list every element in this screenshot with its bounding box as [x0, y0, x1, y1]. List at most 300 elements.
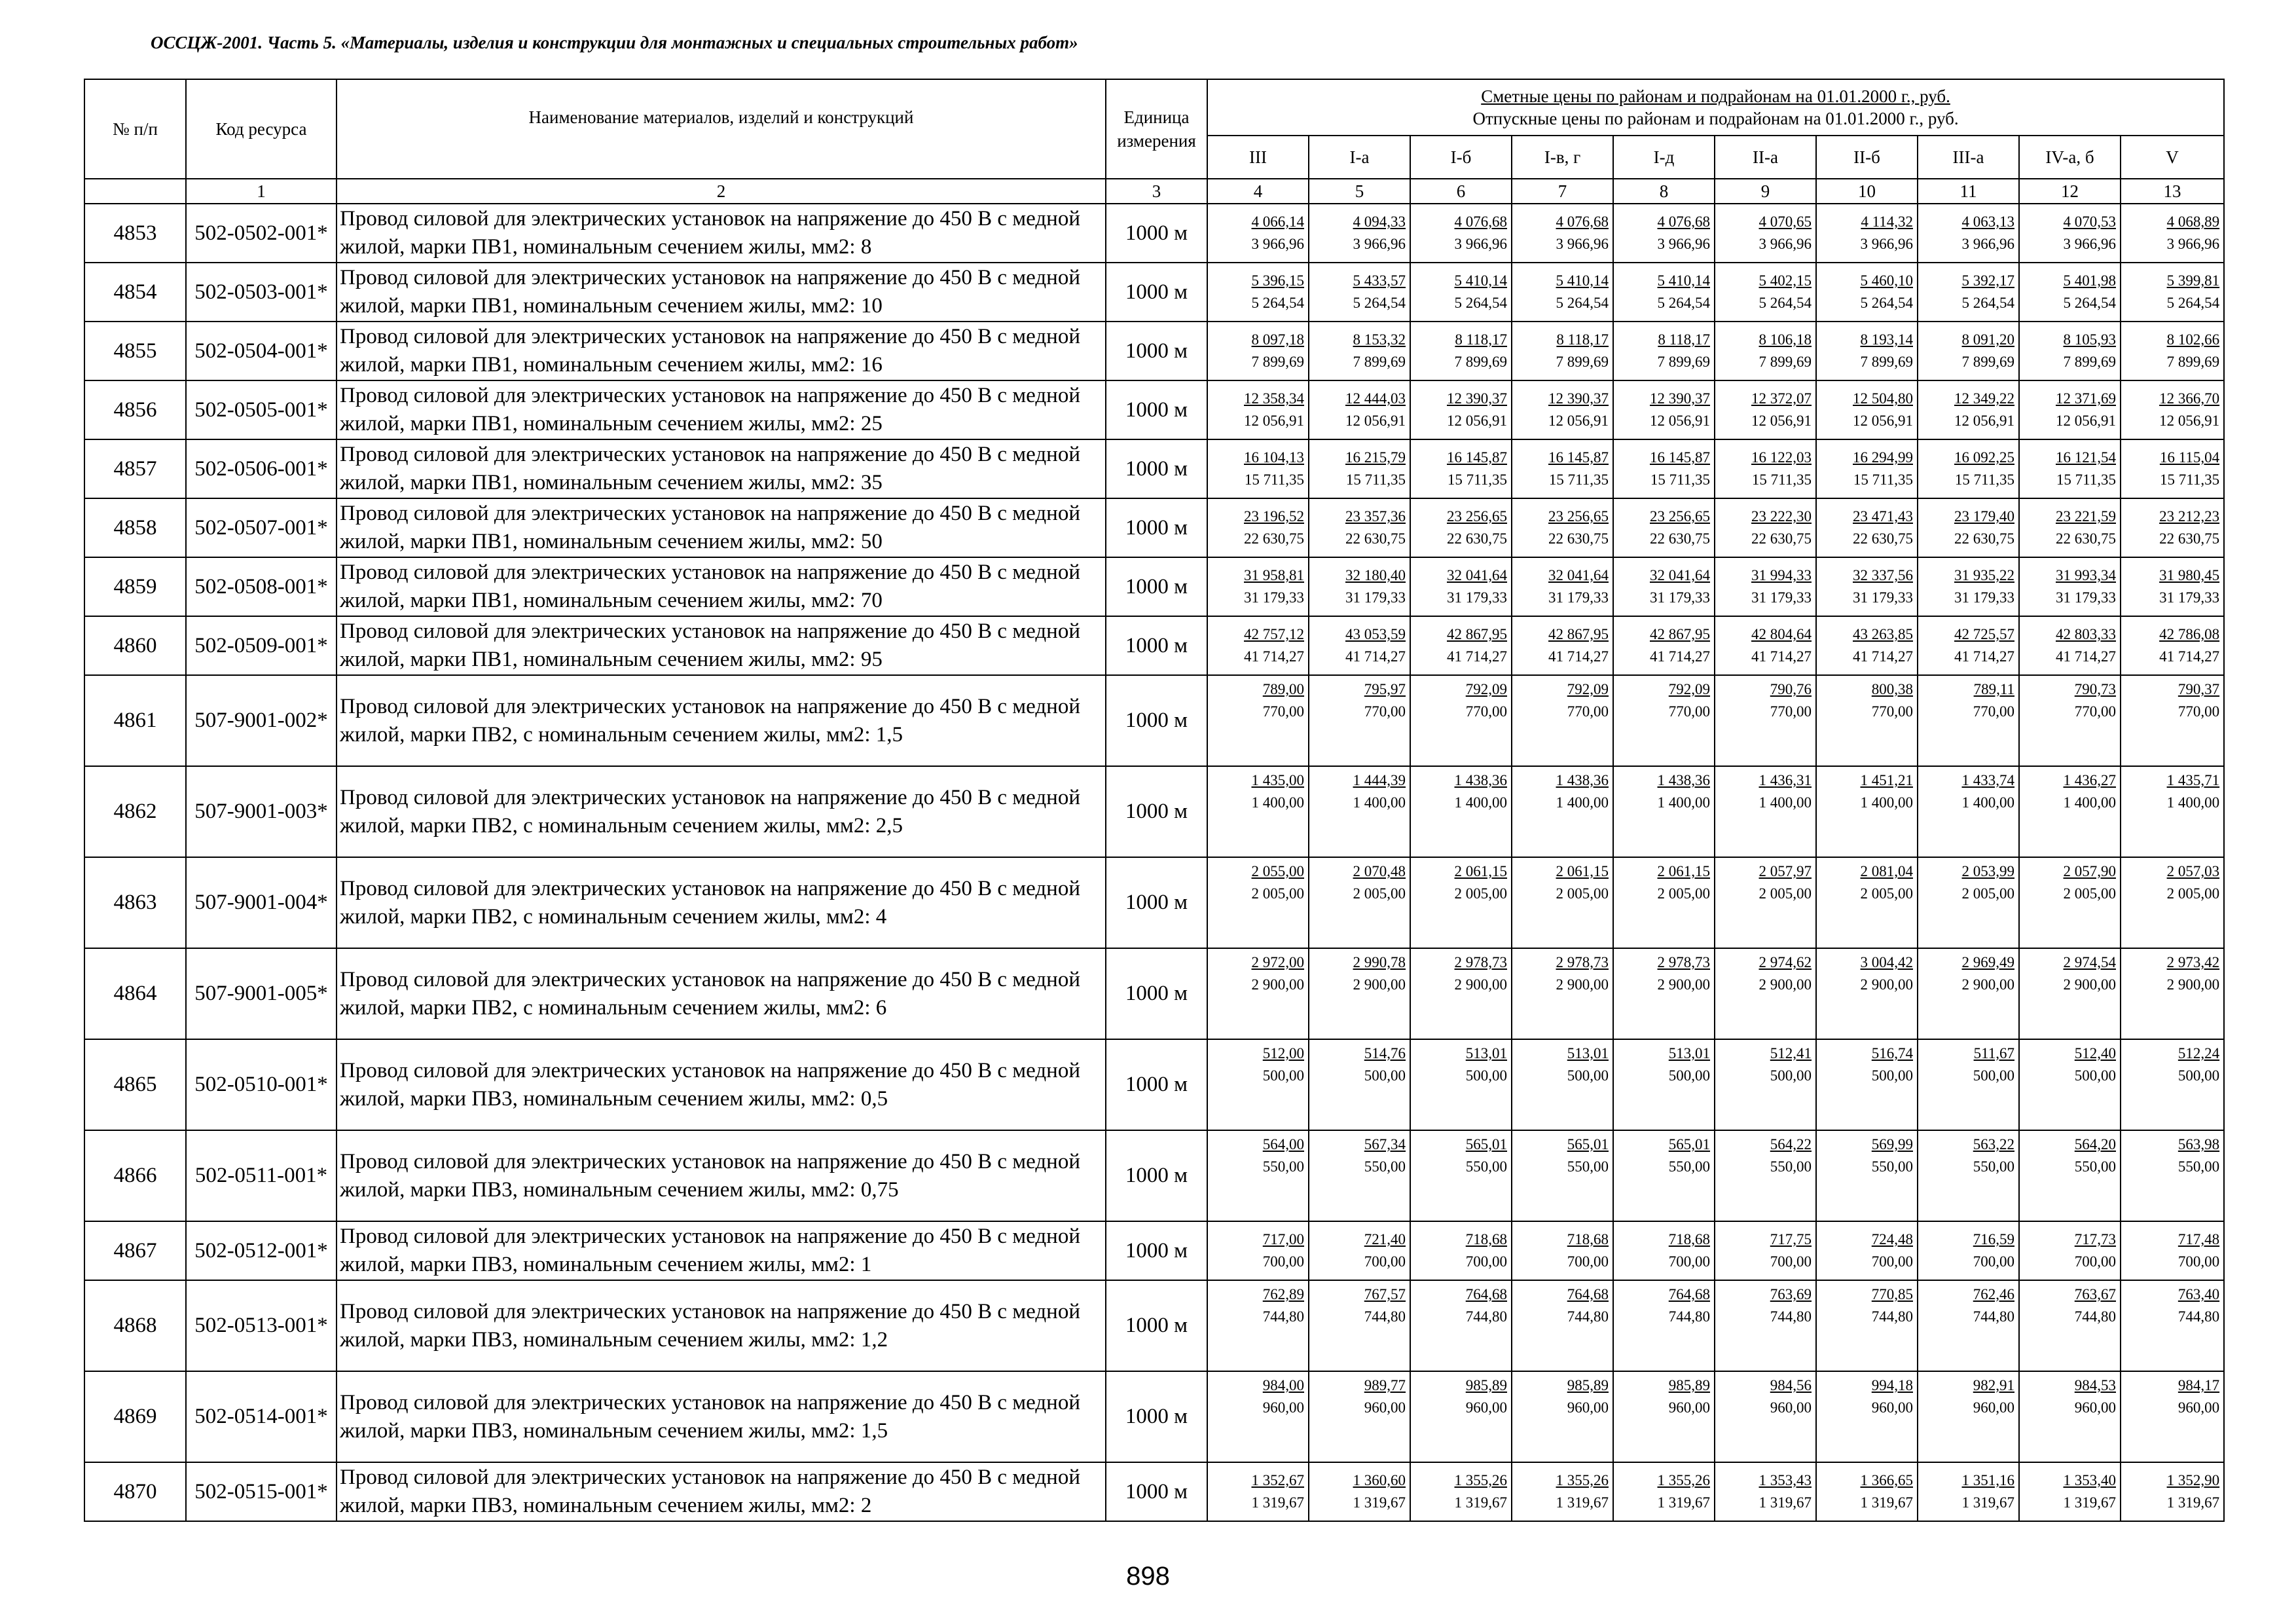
price-cell: [1816, 557, 1918, 616]
price-cell: [1410, 204, 1512, 263]
material-name: Провод силовой для электрических установок на напряжение до 450 В с медной жилой, марки ПВ1, номинальным сечением жилы, мм2: 95: [337, 616, 1106, 675]
price-cell: [2121, 766, 2224, 857]
estimate-price: 32 041,64: [1548, 567, 1609, 583]
release-price: 2 005,00: [1454, 885, 1507, 902]
price-cell: [2121, 322, 2224, 380]
release-price: 1 319,67: [1454, 1494, 1507, 1511]
page-number: 898: [1126, 1562, 1170, 1591]
release-price: 770,00: [1364, 703, 1406, 720]
release-price: 31 179,33: [1244, 589, 1304, 606]
resource-code: 502-0515-001*: [186, 1462, 337, 1521]
unit-of-measure: 1000 м: [1106, 498, 1207, 557]
release-price: 960,00: [2074, 1399, 2116, 1416]
material-name: Провод силовой для электрических установок на напряжение до 450 В с медной жилой, марки ПВ2, с номинальным сечением жилы, мм2: 4: [337, 857, 1106, 948]
release-price: 41 714,27: [1954, 648, 2014, 665]
release-price: 744,80: [2178, 1308, 2220, 1325]
estimate-price: 1 355,26: [1556, 1472, 1609, 1488]
estimate-price: 8 102,66: [2166, 331, 2220, 348]
estimate-price: 985,89: [1668, 1377, 1710, 1393]
release-price: 2 900,00: [1657, 976, 1710, 993]
estimate-price: 982,91: [1973, 1377, 2014, 1393]
price-cell: [2019, 204, 2121, 263]
release-price: 7 899,69: [1961, 354, 2014, 370]
header-region: V: [2121, 136, 2224, 179]
material-name: Провод силовой для электрических установок на напряжение до 450 В с медной жилой, марки ПВ3, номинальным сечением жилы, мм2: 1,5: [337, 1371, 1106, 1462]
price-cell: [1613, 857, 1715, 948]
price-cell: [2019, 1280, 2121, 1371]
release-price: 12 056,91: [1244, 413, 1304, 429]
price-cell: [2019, 1462, 2121, 1521]
price-cell: [1918, 857, 2019, 948]
price-cell: [1309, 675, 1410, 766]
price-cell: [1715, 948, 1816, 1039]
estimate-price: 23 212,23: [2159, 508, 2220, 525]
release-price: 31 179,33: [1447, 589, 1507, 606]
release-price: 500,00: [1770, 1067, 1812, 1084]
price-cell: [1207, 616, 1309, 675]
price-cell: [1410, 1280, 1512, 1371]
estimate-price: 1 438,36: [1556, 772, 1609, 788]
estimate-price: 1 436,31: [1758, 772, 1812, 788]
release-price: 700,00: [1364, 1253, 1406, 1270]
release-price: 700,00: [2074, 1253, 2116, 1270]
price-cell: [1816, 439, 1918, 498]
column-number: 7: [1512, 179, 1613, 204]
column-number: 5: [1309, 179, 1410, 204]
release-price: 3 966,96: [2166, 236, 2220, 252]
header-region: I-б: [1410, 136, 1512, 179]
price-cell: [1613, 1371, 1715, 1462]
estimate-price: 5 410,14: [1657, 272, 1710, 289]
estimate-price: 2 974,54: [2063, 954, 2116, 970]
price-table: [84, 79, 2225, 1522]
estimate-price: 4 076,68: [1657, 213, 1710, 230]
column-number: 11: [1918, 179, 2019, 204]
estimate-price: 42 725,57: [1954, 626, 2014, 642]
estimate-price: 763,40: [2178, 1286, 2220, 1302]
release-price: 41 714,27: [1345, 648, 1406, 665]
column-number: 6: [1410, 179, 1512, 204]
release-price: 15 711,35: [1345, 471, 1406, 488]
release-price: 7 899,69: [1353, 354, 1406, 370]
estimate-price: 795,97: [1364, 681, 1406, 697]
unit-of-measure: 1000 м: [1106, 204, 1207, 263]
release-price: 1 400,00: [1353, 794, 1406, 811]
release-price: 31 179,33: [1954, 589, 2014, 606]
estimate-price: 12 371,69: [2056, 390, 2116, 407]
release-price: 22 630,75: [1447, 530, 1507, 547]
release-price: 550,00: [1262, 1158, 1304, 1175]
price-cell: [1207, 1130, 1309, 1221]
row-number: 4869: [84, 1371, 186, 1462]
estimate-price: 4 063,13: [1961, 213, 2014, 230]
release-price: 5 264,54: [1353, 295, 1406, 311]
header-prices: [1207, 79, 2224, 136]
unit-of-measure: 1000 м: [1106, 1462, 1207, 1521]
release-price: 2 900,00: [1758, 976, 1812, 993]
release-price: 22 630,75: [1751, 530, 1812, 547]
estimate-price: 792,09: [1465, 681, 1507, 697]
estimate-price: 565,01: [1567, 1136, 1609, 1153]
estimate-price: 5 460,10: [1860, 272, 1913, 289]
unit-of-measure: 1000 м: [1106, 557, 1207, 616]
release-price: 700,00: [1871, 1253, 1913, 1270]
estimate-price: 564,22: [1770, 1136, 1812, 1153]
price-cell: [1410, 1462, 1512, 1521]
row-number: 4863: [84, 857, 186, 948]
estimate-price: 563,98: [2178, 1136, 2220, 1153]
release-price: 960,00: [1262, 1399, 1304, 1416]
estimate-price: 724,48: [1871, 1231, 1913, 1247]
estimate-price: 511,67: [1973, 1045, 2014, 1061]
release-price: 1 400,00: [2166, 794, 2220, 811]
material-name: Провод силовой для электрических установок на напряжение до 450 В с медной жилой, марки ПВ1, номинальным сечением жилы, мм2: 25: [337, 380, 1106, 439]
estimate-price: 3 004,42: [1860, 954, 1913, 970]
release-price: 770,00: [1262, 703, 1304, 720]
release-price: 7 899,69: [1251, 354, 1304, 370]
price-cell: [1816, 1039, 1918, 1130]
price-cell: [1309, 766, 1410, 857]
release-price: 960,00: [1364, 1399, 1406, 1416]
price-cell: [1309, 1130, 1410, 1221]
estimate-price: 2 978,73: [1454, 954, 1507, 970]
release-price: 2 900,00: [1251, 976, 1304, 993]
release-price: 770,00: [2178, 703, 2220, 720]
release-price: 500,00: [1567, 1067, 1609, 1084]
release-price: 22 630,75: [1650, 530, 1710, 547]
material-name: Провод силовой для электрических установок на напряжение до 450 В с медной жилой, марки ПВ3, номинальным сечением жилы, мм2: 1,2: [337, 1280, 1106, 1371]
release-price: 3 966,96: [1657, 236, 1710, 252]
price-cell: [1512, 1462, 1613, 1521]
price-cell: [1410, 1130, 1512, 1221]
estimate-price: 512,40: [2074, 1045, 2116, 1061]
price-cell: [1613, 204, 1715, 263]
release-price: 5 264,54: [1961, 295, 2014, 311]
estimate-price: 985,89: [1567, 1377, 1609, 1393]
material-name: Провод силовой для электрических установок на напряжение до 450 В с медной жилой, марки ПВ1, номинальным сечением жилы, мм2: 50: [337, 498, 1106, 557]
release-price: 7 899,69: [2063, 354, 2116, 370]
unit-of-measure: 1000 м: [1106, 675, 1207, 766]
estimate-price: 5 410,14: [1556, 272, 1609, 289]
price-cell: [1918, 1371, 2019, 1462]
price-cell: [2019, 1371, 2121, 1462]
price-cell: [2121, 439, 2224, 498]
release-price: 550,00: [1770, 1158, 1812, 1175]
release-price: 5 264,54: [1657, 295, 1710, 311]
resource-code: 502-0504-001*: [186, 322, 337, 380]
row-number: 4855: [84, 322, 186, 380]
price-cell: [1715, 766, 1816, 857]
estimate-price: 12 390,37: [1548, 390, 1609, 407]
price-cell: [1512, 380, 1613, 439]
row-number: 4861: [84, 675, 186, 766]
release-price: 1 319,67: [2166, 1494, 2220, 1511]
price-cell: [2121, 675, 2224, 766]
column-number: 4: [1207, 179, 1309, 204]
estimate-price: 2 057,03: [2166, 863, 2220, 879]
price-cell: [1918, 204, 2019, 263]
table-row: [84, 675, 2224, 766]
release-price: 12 056,91: [1954, 413, 2014, 429]
release-price: 700,00: [1262, 1253, 1304, 1270]
estimate-price: 718,68: [1668, 1231, 1710, 1247]
release-price: 770,00: [1567, 703, 1609, 720]
release-price: 960,00: [2178, 1399, 2220, 1416]
release-price: 2 005,00: [1353, 885, 1406, 902]
release-price: 770,00: [2074, 703, 2116, 720]
estimate-price: 718,68: [1465, 1231, 1507, 1247]
estimate-price: 5 402,15: [1758, 272, 1812, 289]
row-number: 4865: [84, 1039, 186, 1130]
table-row: [84, 380, 2224, 439]
estimate-price: 42 757,12: [1244, 626, 1304, 642]
table-row: [84, 1371, 2224, 1462]
price-cell: [1309, 498, 1410, 557]
release-price: 550,00: [1567, 1158, 1609, 1175]
price-cell: [1309, 380, 1410, 439]
estimate-price: 567,34: [1364, 1136, 1406, 1153]
release-price: 1 319,67: [1961, 1494, 2014, 1511]
release-price: 1 400,00: [1961, 794, 2014, 811]
price-cell: [2121, 1039, 2224, 1130]
price-cell: [1715, 1462, 1816, 1521]
estimate-price: 31 994,33: [1751, 567, 1812, 583]
price-cell: [1918, 322, 2019, 380]
price-cell: [1715, 675, 1816, 766]
release-price: 5 264,54: [1556, 295, 1609, 311]
release-price: 41 714,27: [2159, 648, 2220, 665]
release-price: 500,00: [1465, 1067, 1507, 1084]
estimate-price: 4 114,32: [1861, 213, 1913, 230]
release-price: 550,00: [1364, 1158, 1406, 1175]
price-cell: [1207, 380, 1309, 439]
estimate-price: 23 179,40: [1954, 508, 2014, 525]
resource-code: 507-9001-002*: [186, 675, 337, 766]
price-cell: [1613, 439, 1715, 498]
row-number: 4853: [84, 204, 186, 263]
price-cell: [2019, 857, 2121, 948]
release-price: 550,00: [2074, 1158, 2116, 1175]
release-price: 15 711,35: [1751, 471, 1812, 488]
release-price: 12 056,91: [2056, 413, 2116, 429]
price-cell: [2019, 263, 2121, 322]
estimate-price: 12 372,07: [1751, 390, 1812, 407]
row-number: 4854: [84, 263, 186, 322]
price-cell: [1512, 322, 1613, 380]
header-prices-release: Отпускные цены по районам и подрайонам на 01.01.2000 г., руб.: [1472, 109, 1959, 128]
price-cell: [1816, 204, 1918, 263]
estimate-price: 4 070,65: [1758, 213, 1812, 230]
release-price: 960,00: [1668, 1399, 1710, 1416]
estimate-price: 721,40: [1364, 1231, 1406, 1247]
unit-of-measure: 1000 м: [1106, 322, 1207, 380]
release-price: 700,00: [1465, 1253, 1507, 1270]
release-price: 1 400,00: [1860, 794, 1913, 811]
estimate-price: 790,73: [2074, 681, 2116, 697]
estimate-price: 1 355,26: [1454, 1472, 1507, 1488]
release-price: 5 264,54: [1251, 295, 1304, 311]
estimate-price: 43 263,85: [1853, 626, 1913, 642]
release-price: 960,00: [1465, 1399, 1507, 1416]
material-name: Провод силовой для электрических установок на напряжение до 450 В с медной жилой, марки ПВ1, номинальным сечением жилы, мм2: 16: [337, 322, 1106, 380]
estimate-price: 32 180,40: [1345, 567, 1406, 583]
estimate-price: 1 436,27: [2063, 772, 2116, 788]
estimate-price: 23 256,65: [1548, 508, 1609, 525]
price-cell: [1918, 439, 2019, 498]
estimate-price: 563,22: [1973, 1136, 2014, 1153]
price-cell: [1613, 1039, 1715, 1130]
estimate-price: 2 978,73: [1657, 954, 1710, 970]
price-cell: [1207, 1039, 1309, 1130]
price-cell: [1816, 766, 1918, 857]
price-cell: [1715, 1130, 1816, 1221]
row-number: 4856: [84, 380, 186, 439]
release-price: 5 264,54: [2166, 295, 2220, 311]
table-row: [84, 204, 2224, 263]
estimate-price: 512,00: [1262, 1045, 1304, 1061]
estimate-price: 16 121,54: [2056, 449, 2116, 466]
price-cell: [1410, 675, 1512, 766]
column-number: 1: [186, 179, 337, 204]
table-row: [84, 322, 2224, 380]
price-cell: [1613, 948, 1715, 1039]
price-cell: [1816, 498, 1918, 557]
estimate-price: 8 153,32: [1353, 331, 1406, 348]
price-cell: [1207, 675, 1309, 766]
release-price: 41 714,27: [1650, 648, 1710, 665]
estimate-price: 565,01: [1465, 1136, 1507, 1153]
estimate-price: 4 070,53: [2063, 213, 2116, 230]
unit-of-measure: 1000 м: [1106, 948, 1207, 1039]
release-price: 700,00: [2178, 1253, 2220, 1270]
release-price: 12 056,91: [1447, 413, 1507, 429]
price-cell: [2121, 204, 2224, 263]
estimate-price: 516,74: [1871, 1045, 1913, 1061]
release-price: 41 714,27: [1244, 648, 1304, 665]
estimate-price: 512,41: [1770, 1045, 1812, 1061]
resource-code: 502-0511-001*: [186, 1130, 337, 1221]
price-cell: [1410, 1039, 1512, 1130]
release-price: 744,80: [1973, 1308, 2014, 1325]
price-cell: [2121, 948, 2224, 1039]
price-cell: [2121, 1130, 2224, 1221]
estimate-price: 764,68: [1567, 1286, 1609, 1302]
estimate-price: 762,46: [1973, 1286, 2014, 1302]
price-cell: [1918, 1039, 2019, 1130]
release-price: 744,80: [1871, 1308, 1913, 1325]
estimate-price: 1 438,36: [1657, 772, 1710, 788]
unit-of-measure: 1000 м: [1106, 263, 1207, 322]
resource-code: 507-9001-004*: [186, 857, 337, 948]
resource-code: 502-0513-001*: [186, 1280, 337, 1371]
release-price: 12 056,91: [1853, 413, 1913, 429]
unit-of-measure: 1000 м: [1106, 857, 1207, 948]
header-unit: Единица измерения: [1106, 79, 1207, 179]
material-name: Провод силовой для электрических установок на напряжение до 450 В с медной жилой, марки ПВ3, номинальным сечением жилы, мм2: 0,5: [337, 1039, 1106, 1130]
price-cell: [1512, 439, 1613, 498]
price-cell: [1816, 616, 1918, 675]
estimate-price: 12 390,37: [1447, 390, 1507, 407]
price-cell: [1512, 1280, 1613, 1371]
resource-code: 502-0507-001*: [186, 498, 337, 557]
price-cell: [1207, 1280, 1309, 1371]
release-price: 960,00: [1973, 1399, 2014, 1416]
estimate-price: 5 433,57: [1353, 272, 1406, 289]
price-cell: [1512, 263, 1613, 322]
price-cell: [1715, 204, 1816, 263]
material-name: Провод силовой для электрических установок на напряжение до 450 В с медной жилой, марки ПВ1, номинальным сечением жилы, мм2: 35: [337, 439, 1106, 498]
release-price: 770,00: [1465, 703, 1507, 720]
unit-of-measure: 1000 м: [1106, 1371, 1207, 1462]
price-cell: [1613, 616, 1715, 675]
price-cell: [1715, 1039, 1816, 1130]
price-cell: [2019, 322, 2121, 380]
unit-of-measure: 1000 м: [1106, 380, 1207, 439]
release-price: 2 005,00: [1961, 885, 2014, 902]
estimate-price: 42 786,08: [2159, 626, 2220, 642]
estimate-price: 792,09: [1668, 681, 1710, 697]
price-cell: [2121, 1280, 2224, 1371]
release-price: 744,80: [1465, 1308, 1507, 1325]
estimate-price: 1 351,16: [1961, 1472, 2014, 1488]
price-cell: [1512, 766, 1613, 857]
release-price: 550,00: [1668, 1158, 1710, 1175]
unit-of-measure: 1000 м: [1106, 439, 1207, 498]
material-name: Провод силовой для электрических установок на напряжение до 450 В с медной жилой, марки ПВ1, номинальным сечением жилы, мм2: 70: [337, 557, 1106, 616]
estimate-price: 23 222,30: [1751, 508, 1812, 525]
price-cell: [2019, 616, 2121, 675]
price-cell: [1309, 1039, 1410, 1130]
document-header: ОССЦЖ-2001. Часть 5. «Материалы, изделия и конструкции для монтажных и специальных строительных работ»: [151, 33, 1078, 52]
release-price: 2 005,00: [2166, 885, 2220, 902]
header-region: III: [1207, 136, 1309, 179]
header-region: II-а: [1715, 136, 1816, 179]
estimate-price: 2 061,15: [1454, 863, 1507, 879]
price-cell: [1410, 263, 1512, 322]
estimate-price: 4 094,33: [1353, 213, 1406, 230]
estimate-price: 12 504,80: [1853, 390, 1913, 407]
row-number: 4868: [84, 1280, 186, 1371]
release-price: 12 056,91: [1345, 413, 1406, 429]
release-price: 3 966,96: [1353, 236, 1406, 252]
price-cell: [1309, 263, 1410, 322]
price-cell: [1309, 439, 1410, 498]
estimate-price: 32 041,64: [1447, 567, 1507, 583]
release-price: 41 714,27: [1751, 648, 1812, 665]
header-npp: № п/п: [84, 79, 186, 179]
release-price: 15 711,35: [2056, 471, 2116, 488]
price-cell: [1816, 857, 1918, 948]
price-cell: [1207, 322, 1309, 380]
estimate-price: 1 366,65: [1860, 1472, 1913, 1488]
price-cell: [1613, 1462, 1715, 1521]
price-cell: [1207, 1462, 1309, 1521]
header-region: I-в, г: [1512, 136, 1613, 179]
release-price: 700,00: [1973, 1253, 2014, 1270]
estimate-price: 513,01: [1567, 1045, 1609, 1061]
estimate-price: 770,85: [1871, 1286, 1913, 1302]
unit-of-measure: 1000 м: [1106, 1039, 1207, 1130]
price-cell: [1309, 857, 1410, 948]
column-number: 8: [1613, 179, 1715, 204]
resource-code: 502-0509-001*: [186, 616, 337, 675]
price-cell: [1715, 1221, 1816, 1280]
release-price: 5 264,54: [1454, 295, 1507, 311]
estimate-price: 23 357,36: [1345, 508, 1406, 525]
price-cell: [1410, 439, 1512, 498]
release-price: 960,00: [1770, 1399, 1812, 1416]
estimate-price: 569,99: [1871, 1136, 1913, 1153]
